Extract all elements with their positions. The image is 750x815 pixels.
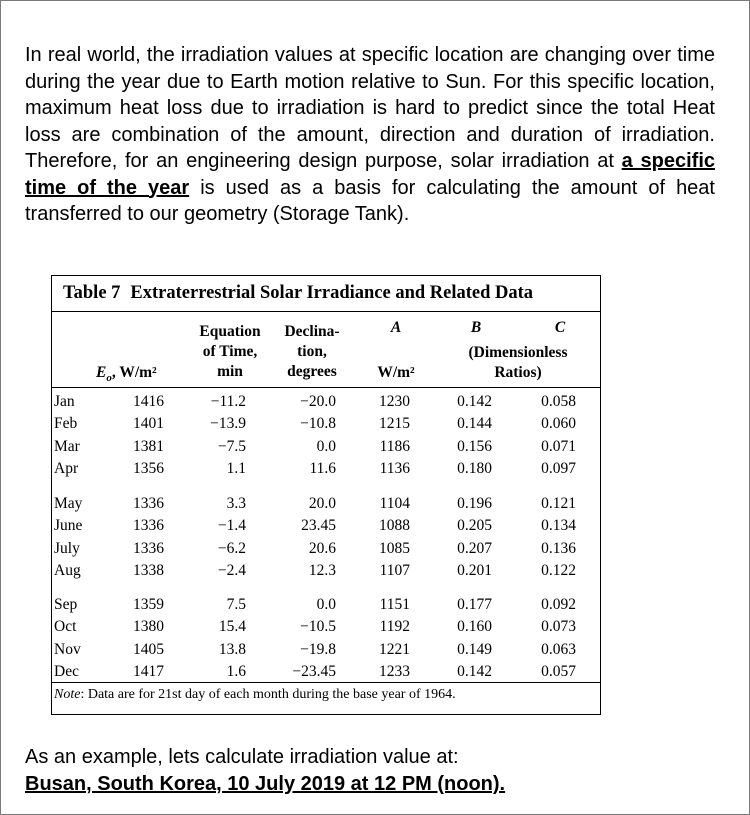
solar-data-table xyxy=(51,275,601,715)
cell-e0: 1359 xyxy=(133,596,164,613)
table-row xyxy=(52,515,600,537)
cell-eq: 3.3 xyxy=(226,495,246,512)
cell-c: 0.097 xyxy=(541,460,576,477)
header-a-unit: W/m² xyxy=(377,364,415,381)
table-row xyxy=(52,594,600,616)
table-row xyxy=(52,493,600,515)
table-top-rule xyxy=(52,311,600,312)
table-row xyxy=(52,661,600,683)
header-declination: Declina- tion, degrees xyxy=(284,323,340,380)
table-row xyxy=(52,436,600,458)
cell-dec: −10.5 xyxy=(300,618,336,635)
cell-a: 1221 xyxy=(379,641,410,658)
cell-eq: 7.5 xyxy=(226,596,246,613)
cell-dec: −23.45 xyxy=(292,663,336,680)
table-header-rule xyxy=(52,387,600,388)
cell-dec: −20.0 xyxy=(300,393,336,410)
cell-e0: 1417 xyxy=(133,663,164,680)
cell-c: 0.073 xyxy=(541,618,576,635)
cell-a: 1088 xyxy=(379,517,410,534)
cell-dec: 23.45 xyxy=(301,517,336,534)
cell-eq: 1.1 xyxy=(226,460,246,477)
table-row xyxy=(52,616,600,638)
cell-e0: 1381 xyxy=(133,438,164,455)
intro-text-before: In real world, the irradiation values at specific location are changing over time during the year due to Earth motion relative to Sun. For this specific location, maximum heat loss due to irradiation is hard to predict since the total Heat loss are combination of the amount, direction and duration of irradiation. Therefore, for an engineering design purpose, solar irradiation at xyxy=(25,44,715,172)
cell-eq: 15.4 xyxy=(218,618,246,635)
cell-e0: 1336 xyxy=(133,495,164,512)
cell-e0: 1338 xyxy=(133,562,164,579)
cell-b: 0.142 xyxy=(457,663,492,680)
example-block xyxy=(25,744,505,798)
table-bottom-rule xyxy=(52,682,600,683)
cell-dec: −19.8 xyxy=(300,641,336,658)
cell-month: Oct xyxy=(54,618,77,635)
cell-month: Aug xyxy=(54,562,81,579)
header-a: A xyxy=(390,319,402,336)
cell-b: 0.156 xyxy=(457,438,492,455)
cell-b: 0.201 xyxy=(457,562,492,579)
cell-dec: 11.6 xyxy=(309,460,336,477)
cell-c: 0.058 xyxy=(541,393,576,410)
header-dimensionless-note: (Dimensionless Ratios) xyxy=(468,344,568,381)
cell-a: 1186 xyxy=(379,438,410,455)
cell-month: Apr xyxy=(54,460,79,477)
cell-c: 0.122 xyxy=(541,562,576,579)
table-row xyxy=(52,413,600,435)
cell-b: 0.180 xyxy=(457,460,492,477)
table-row xyxy=(52,538,600,560)
cell-e0: 1401 xyxy=(133,415,164,432)
cell-b: 0.149 xyxy=(457,641,492,658)
cell-month: July xyxy=(54,540,80,557)
cell-c: 0.136 xyxy=(541,540,576,557)
cell-dec: 0.0 xyxy=(316,438,336,455)
intro-text-after: is used as a basis for calculating the amount of heat transferred to our geometry (Storage Tank). xyxy=(25,176,715,225)
table-note: Note: Data are for 21st day of each month during the base year of 1964. xyxy=(54,687,456,702)
cell-a: 1230 xyxy=(379,393,410,410)
cell-b: 0.142 xyxy=(457,393,492,410)
cell-b: 0.177 xyxy=(457,596,492,613)
cell-c: 0.134 xyxy=(541,517,576,534)
cell-dec: 0.0 xyxy=(316,596,336,613)
cell-c: 0.060 xyxy=(541,415,576,432)
cell-eq: 13.8 xyxy=(218,641,246,658)
cell-c: 0.057 xyxy=(541,663,576,680)
intro-paragraph xyxy=(25,42,715,228)
cell-a: 1215 xyxy=(379,415,410,432)
cell-b: 0.205 xyxy=(457,517,492,534)
cell-a: 1233 xyxy=(379,663,410,680)
table-row xyxy=(52,458,600,480)
cell-month: Sep xyxy=(54,596,78,613)
cell-b: 0.207 xyxy=(457,540,492,557)
cell-eq: −13.9 xyxy=(210,415,246,432)
cell-month: May xyxy=(54,495,83,512)
cell-a: 1192 xyxy=(379,618,410,635)
cell-e0: 1380 xyxy=(133,618,164,635)
header-b: B xyxy=(470,319,482,336)
cell-eq: −2.4 xyxy=(217,562,246,579)
cell-c: 0.071 xyxy=(541,438,576,455)
cell-month: Mar xyxy=(54,438,80,455)
cell-eq: −7.5 xyxy=(217,438,246,455)
cell-a: 1085 xyxy=(379,540,410,557)
cell-c: 0.092 xyxy=(541,596,576,613)
example-location: Busan, South Korea, 10 July 2019 at 12 PM (noon). xyxy=(25,773,506,795)
intro-emphasis: a specific time of the year xyxy=(25,150,715,199)
cell-a: 1104 xyxy=(379,495,410,512)
cell-b: 0.144 xyxy=(457,415,492,432)
cell-eq: −11.2 xyxy=(210,393,246,410)
table-row xyxy=(52,639,600,661)
cell-dec: 12.3 xyxy=(308,562,336,579)
header-e0: $E_o$, W/m² xyxy=(96,364,157,385)
cell-e0: 1336 xyxy=(133,517,164,534)
cell-c: 0.121 xyxy=(541,495,576,512)
cell-month: Feb xyxy=(54,415,78,432)
cell-dec: 20.6 xyxy=(308,540,336,557)
table-title-text: Extraterrestrial Solar Irradiance and Related Data xyxy=(130,283,534,303)
table-title xyxy=(63,283,533,304)
cell-eq: −6.2 xyxy=(217,540,246,557)
cell-a: 1136 xyxy=(379,460,410,477)
cell-e0: 1336 xyxy=(133,540,164,557)
cell-dec: −10.8 xyxy=(300,415,336,432)
table-number: Table 7 xyxy=(63,283,121,303)
cell-eq: −1.4 xyxy=(217,517,246,534)
cell-c: 0.063 xyxy=(541,641,576,658)
cell-month: June xyxy=(54,517,83,534)
cell-a: 1151 xyxy=(379,596,410,613)
cell-eq: 1.6 xyxy=(226,663,246,680)
cell-e0: 1405 xyxy=(133,641,164,658)
example-intro: As an example, lets calculate irradiation value at: xyxy=(25,746,459,768)
cell-e0: 1356 xyxy=(133,460,164,477)
cell-month: Nov xyxy=(54,641,81,658)
header-c: C xyxy=(554,319,566,336)
header-equation-of-time: Equation of Time, min xyxy=(199,323,261,380)
cell-b: 0.196 xyxy=(457,495,492,512)
cell-month: Jan xyxy=(54,393,75,410)
cell-a: 1107 xyxy=(379,562,410,579)
cell-e0: 1416 xyxy=(133,393,164,410)
table-row xyxy=(52,391,600,413)
table-row xyxy=(52,560,600,582)
cell-b: 0.160 xyxy=(457,618,492,635)
cell-dec: 20.0 xyxy=(308,495,336,512)
cell-month: Dec xyxy=(54,663,79,680)
